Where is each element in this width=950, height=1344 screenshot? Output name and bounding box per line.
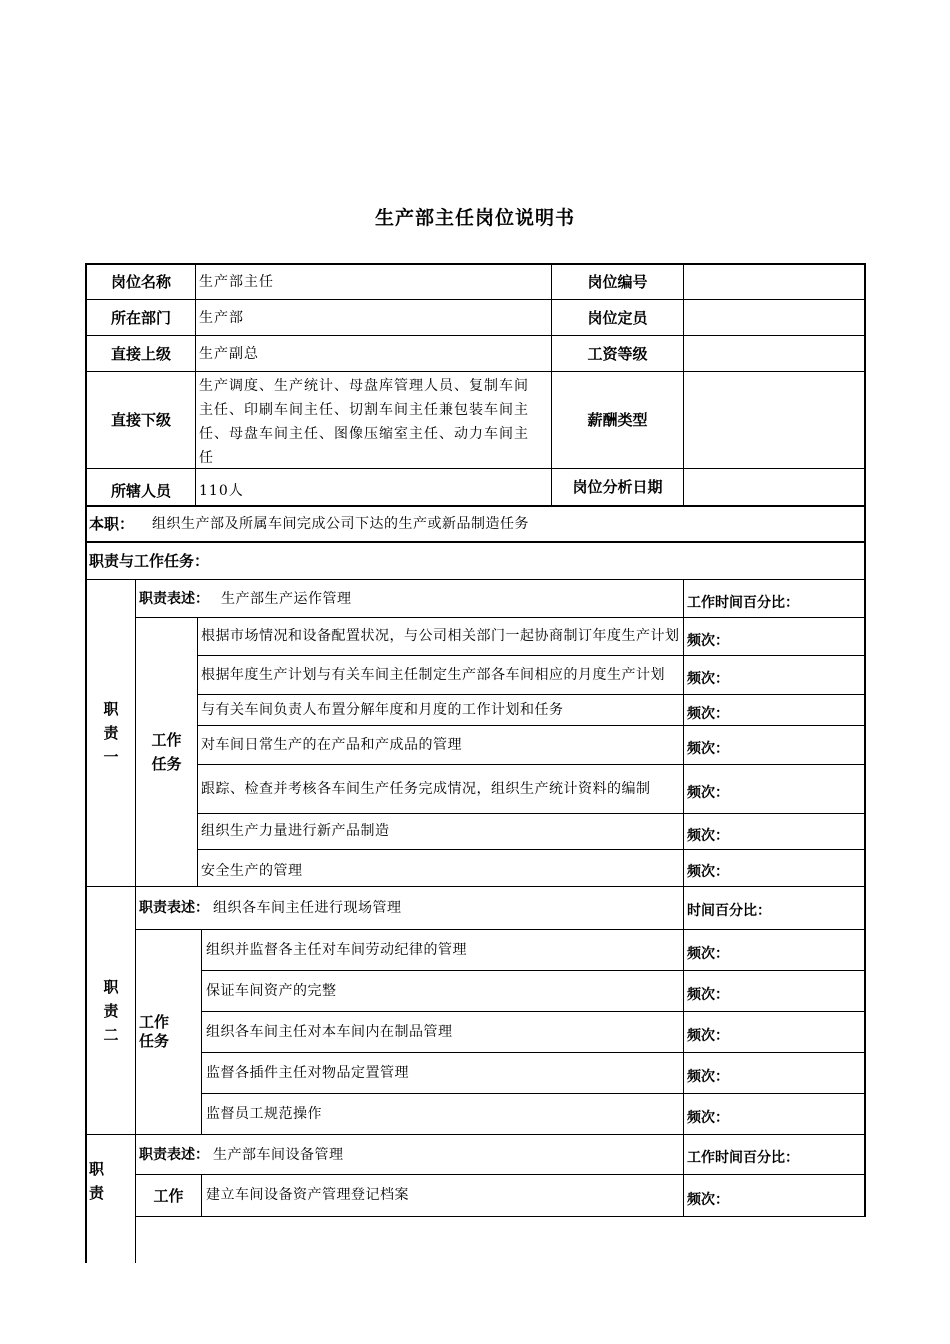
superior-label: 直接上级 [85,335,196,372]
duty1-task: 根据年度生产计划与有关车间主任制定生产部各车间相应的月度生产计划 [197,655,684,695]
duty3-desc-label: 职责表述： [139,1146,209,1163]
duty2-freq: 频次： [683,1093,866,1135]
summary-label: 本职： [89,515,135,533]
position-name-value: 生产部主任 [195,263,552,300]
staff-value: 110人 [195,468,552,506]
duty3-label-char: 职 [89,1160,105,1178]
quota-value [683,299,866,336]
duty2-freq: 频次： [683,1011,866,1053]
duty2-freq: 频次： [683,929,866,971]
department-value: 生产部 [195,299,552,336]
duty1-description [135,579,684,618]
job-description-table [85,263,866,1263]
duty1-freq: 频次： [683,764,866,814]
analysis-date-value [683,468,866,506]
superior-value: 生产副总 [195,335,552,372]
duty1-task: 与有关车间负责人布置分解年度和月度的工作计划和任务 [197,694,684,726]
department-label: 所在部门 [85,299,196,336]
duty2-task: 监督员工规范操作 [201,1093,684,1135]
duty1-label [85,579,136,887]
duties-header [85,542,866,580]
summary-text: 组织生产部及所属车间完成公司下达的生产或新品制造任务 [152,516,530,532]
duty1-task: 根据市场情况和设备配置状况，与公司相关部门一起协商制订年度生产计划 [197,617,684,656]
duty3-freq: 频次： [683,1174,866,1217]
duty1-desc-label: 职责表述： [139,590,209,607]
duty1-task: 跟踪、检查并考核各车间生产任务完成情况，组织生产统计资料的编制 [197,764,684,814]
duty2-freq: 频次： [683,1052,866,1094]
analysis-date-label: 岗位分析日期 [551,468,684,506]
subordinates-value: 生产调度、生产统计、母盘库管理人员、复制车间主任、印刷车间主任、切割车间主任兼包装车间主任、母盘车间主任、图像压缩室主任、动力车间主任 [195,371,552,469]
duties-header-text: 职责与工作任务： [89,552,210,570]
salary-grade-value [683,335,866,372]
duty1-desc-text: 生产部生产运作管理 [221,590,352,607]
staff-label: 所辖人员 [85,468,196,506]
position-no-label: 岗位编号 [551,263,684,300]
duty2-label [85,886,136,1135]
duty1-freq: 频次： [683,617,866,656]
duty3-label [85,1134,136,1263]
duty1-freq: 频次： [683,813,866,850]
duty1-freq: 频次： [683,725,866,765]
duty1-task: 安全生产的管理 [197,849,684,887]
duty1-task-label-line: 任务 [151,755,182,773]
duty1-task: 对车间日常生产的在产品和产成品的管理 [197,725,684,765]
duty1-task-label-line: 工作 [151,731,182,749]
duty1-freq: 频次： [683,849,866,887]
duty2-desc-label: 职责表述： [139,900,209,916]
duty2-label-char: 责 [103,1001,119,1020]
position-no-value [683,263,866,300]
duty2-task: 保证车间资产的完整 [201,970,684,1012]
salary-grade-label: 工资等级 [551,335,684,372]
duty2-label-char: 二 [103,1025,119,1044]
quota-label: 岗位定员 [551,299,684,336]
duty2-task-label-line: 任务 [139,1032,170,1050]
duty2-task-label [135,929,202,1135]
duty2-label-char: 职 [103,977,119,996]
duty3-label-char: 责 [89,1184,105,1202]
duty1-task: 组织生产力量进行新产品制造 [197,813,684,850]
pay-type-value [683,371,866,469]
duty3-desc-text: 生产部车间设备管理 [213,1146,344,1163]
duty2-task-label-line: 工作 [139,1013,170,1031]
duty1-label-char: 责 [103,724,119,742]
position-name-label: 岗位名称 [85,263,196,300]
duty1-label-char: 一 [103,748,119,766]
document-title: 生产部主任岗位说明书 [374,207,575,229]
duty1-task-label [135,617,198,887]
duty3-task: 建立车间设备资产管理登记档案 [201,1174,684,1217]
duty2-percent-label: 时间百分比： [683,886,866,930]
duty3-description [135,1134,684,1175]
duty2-freq: 频次： [683,970,866,1012]
duty2-task: 组织各车间主任对本车间内在制品管理 [201,1011,684,1053]
duty3-task-label: 工作 [135,1174,202,1217]
duty1-percent-label: 工作时间百分比： [683,579,866,618]
duty2-task: 监督各插件主任对物品定置管理 [201,1052,684,1094]
duty2-desc-text: 组织各车间主任进行现场管理 [213,900,402,916]
summary-row [85,505,866,543]
duty2-task: 组织并监督各主任对车间劳动纪律的管理 [201,929,684,971]
pay-type-label: 薪酬类型 [551,371,684,469]
duty2-description [135,886,684,930]
duty1-label-char: 职 [103,700,119,718]
duty3-percent-label: 工作时间百分比： [683,1134,866,1175]
duty1-freq: 频次： [683,655,866,695]
duty1-freq: 频次： [683,694,866,726]
subordinates-label: 直接下级 [85,371,196,469]
